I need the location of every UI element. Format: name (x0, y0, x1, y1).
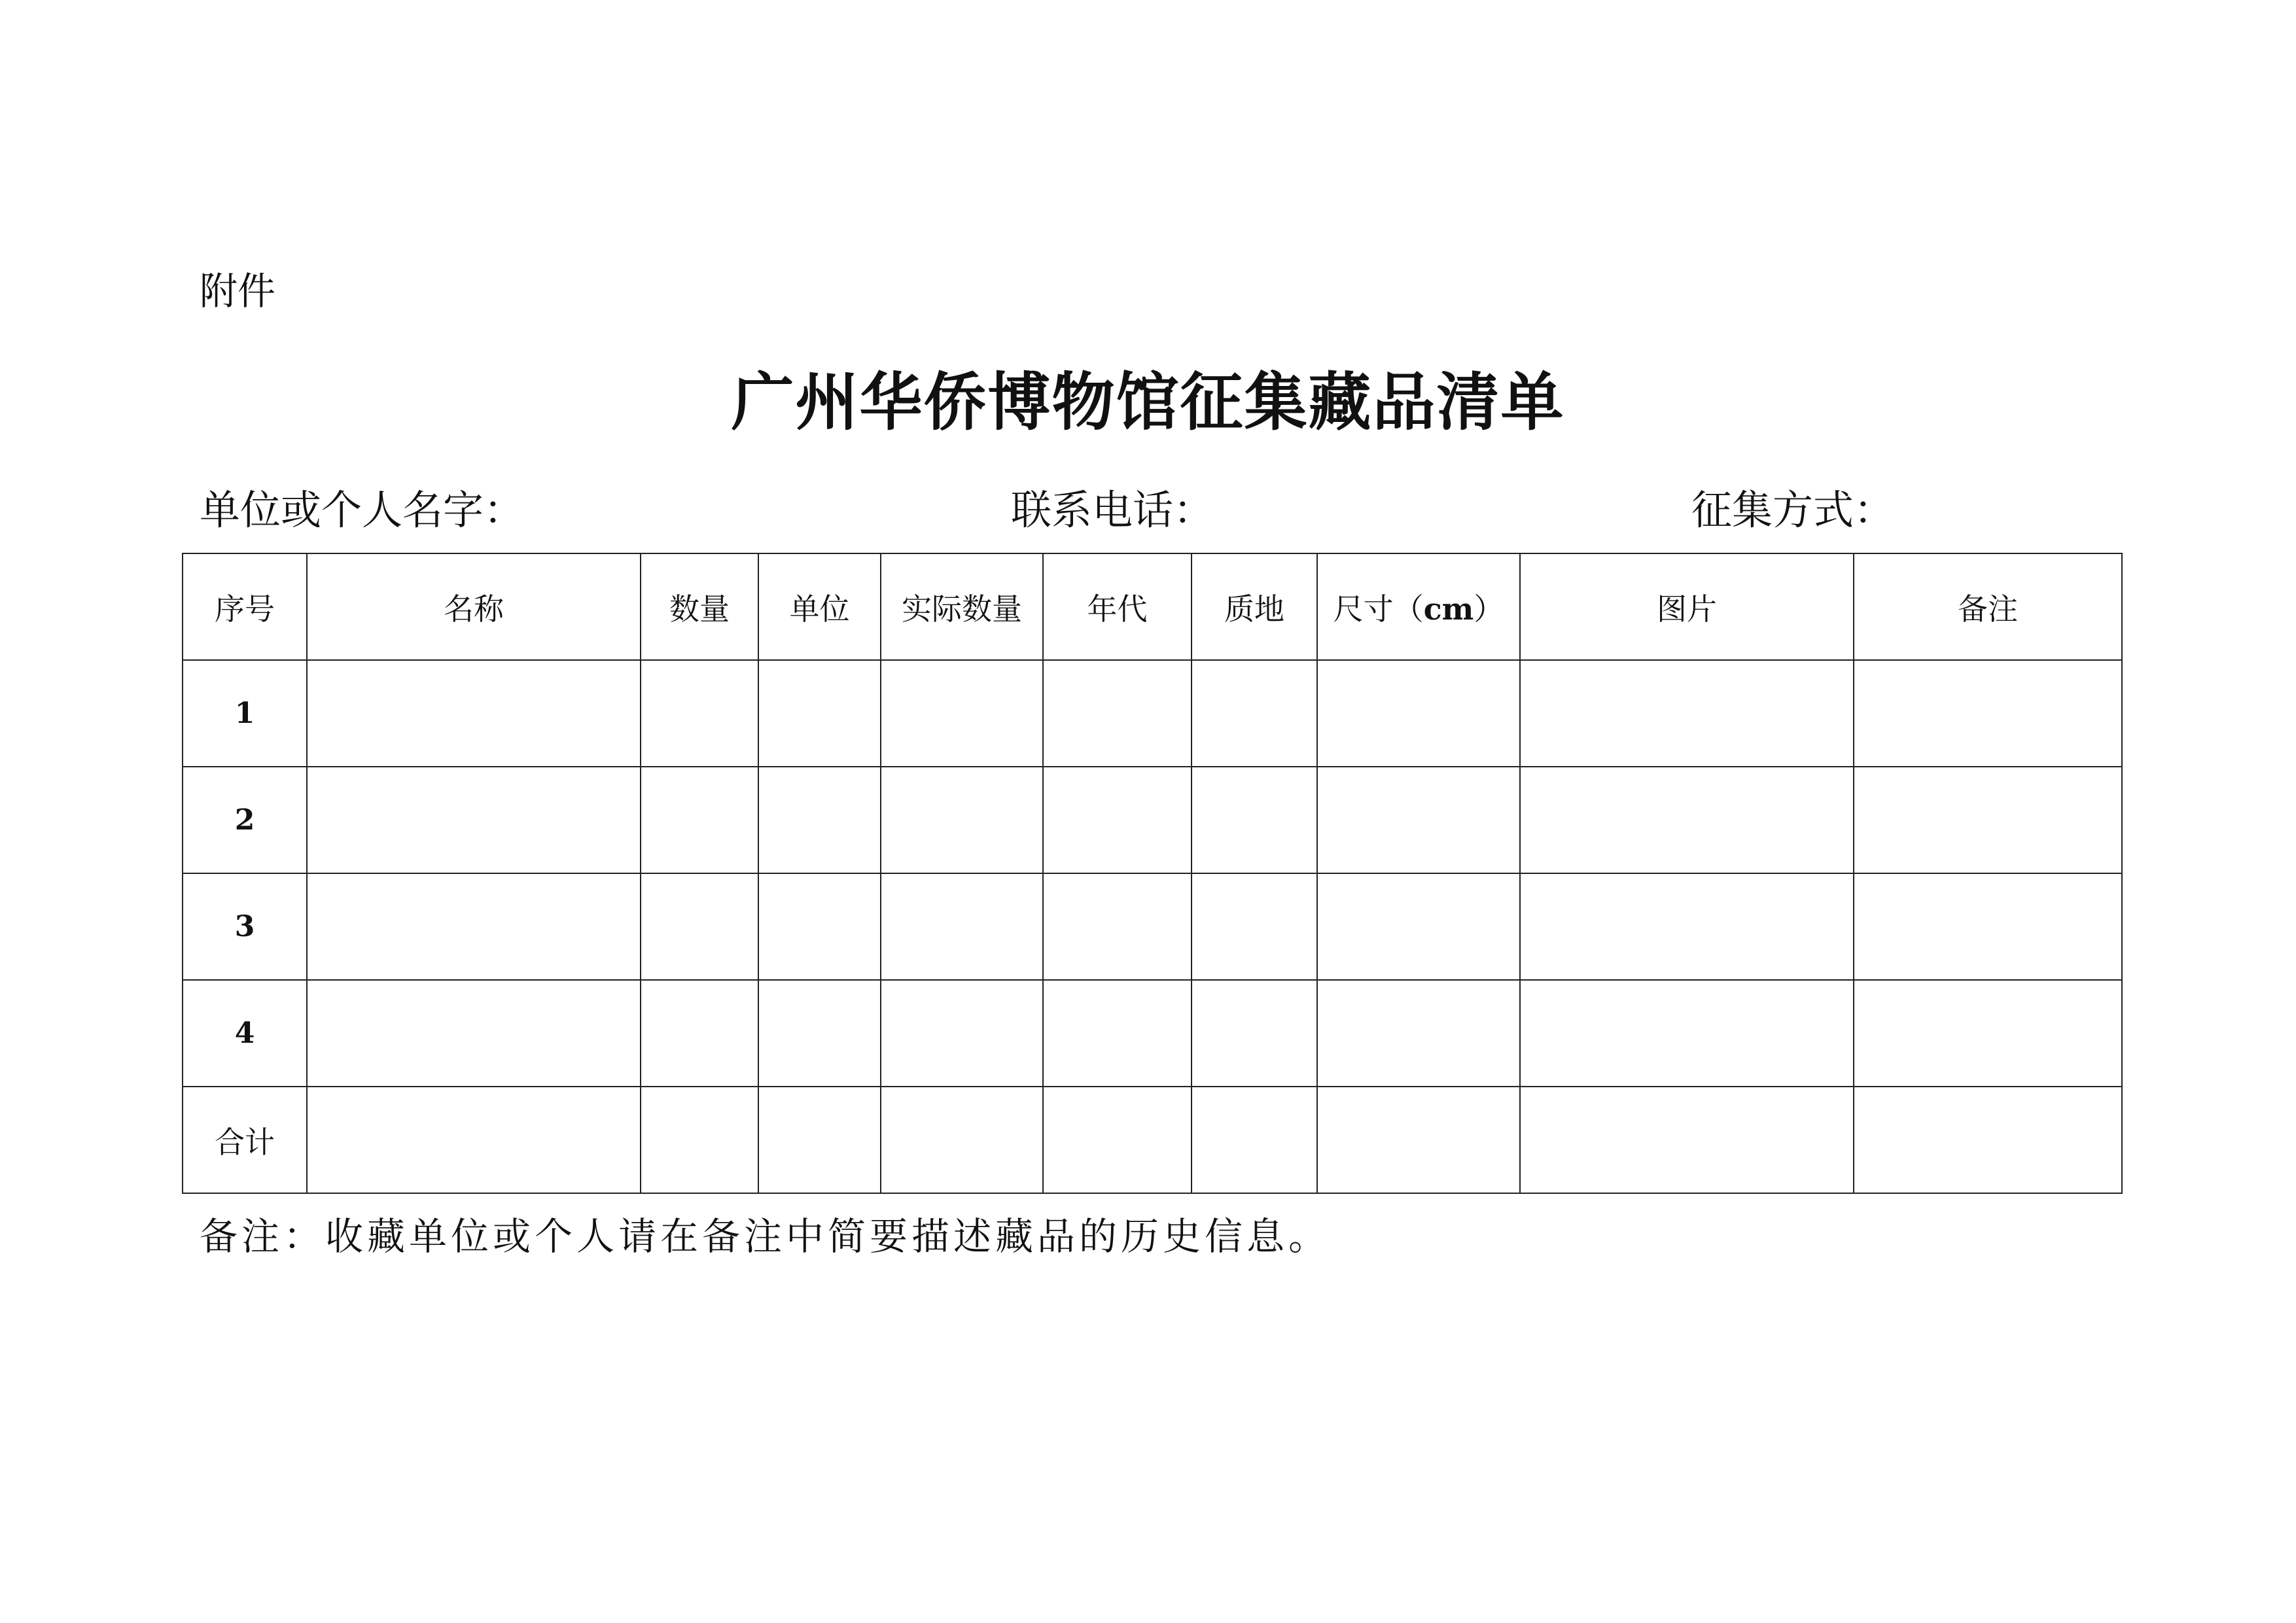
material-cell[interactable] (1192, 980, 1317, 1087)
header-remarks: 备注 (1854, 553, 2122, 660)
table-row (183, 980, 2122, 1087)
unit-cell[interactable] (758, 767, 881, 873)
header-era: 年代 (1043, 553, 1192, 660)
image-cell[interactable] (1520, 1087, 1854, 1193)
name-cell[interactable] (307, 980, 641, 1087)
quantity-cell[interactable] (641, 980, 758, 1087)
total-label: 合计 (183, 1087, 307, 1193)
era-cell[interactable] (1043, 660, 1192, 767)
quantity-cell[interactable] (641, 1087, 758, 1193)
unit-or-person-name-label: 单位或个人名字： (200, 486, 525, 534)
image-cell[interactable] (1520, 873, 1854, 980)
actual-quantity-cell[interactable] (881, 980, 1043, 1087)
quantity-cell[interactable] (641, 660, 758, 767)
name-cell[interactable] (307, 1087, 641, 1193)
image-cell[interactable] (1520, 767, 1854, 873)
material-cell[interactable] (1192, 873, 1317, 980)
unit-cell[interactable] (758, 873, 881, 980)
size-cell[interactable] (1317, 1087, 1520, 1193)
quantity-cell[interactable] (641, 873, 758, 980)
size-cell[interactable] (1317, 873, 1520, 980)
footnote-remark: 备注：收藏单位或个人请在备注中简要描述藏品的历史信息。 (200, 1214, 1331, 1259)
actual-quantity-cell[interactable] (881, 660, 1043, 767)
remarks-cell[interactable] (1854, 660, 2122, 767)
remarks-cell[interactable] (1854, 1087, 2122, 1193)
header-quantity: 数量 (641, 553, 758, 660)
actual-quantity-cell[interactable] (881, 873, 1043, 980)
header-image: 图片 (1520, 553, 1854, 660)
unit-cell[interactable] (758, 660, 881, 767)
era-cell[interactable] (1043, 873, 1192, 980)
quantity-cell[interactable] (641, 767, 758, 873)
header-size-prefix: 尺寸（ (1333, 591, 1424, 627)
actual-quantity-cell[interactable] (881, 767, 1043, 873)
row-number: 2 (183, 767, 307, 873)
collection-items-table (182, 553, 2123, 1194)
table-row (183, 767, 2122, 873)
table-row (183, 660, 2122, 767)
attachment-label: 附件 (200, 269, 276, 313)
table-row (183, 873, 2122, 980)
unit-cell[interactable] (758, 1087, 881, 1193)
header-size-unit: cm (1423, 591, 1474, 627)
header-name: 名称 (307, 553, 641, 660)
total-row (183, 1087, 2122, 1193)
header-size-suffix: ） (1474, 591, 1504, 627)
material-cell[interactable] (1192, 767, 1317, 873)
size-cell[interactable] (1317, 980, 1520, 1087)
collection-method-label: 征集方式： (1691, 486, 1895, 534)
header-unit: 单位 (758, 553, 881, 660)
row-number: 1 (183, 660, 307, 767)
header-material: 质地 (1192, 553, 1317, 660)
row-number: 4 (183, 980, 307, 1087)
image-cell[interactable] (1520, 660, 1854, 767)
unit-cell[interactable] (758, 980, 881, 1087)
remarks-cell[interactable] (1854, 980, 2122, 1087)
era-cell[interactable] (1043, 980, 1192, 1087)
page-title: 广州华侨博物馆征集藏品清单 (731, 365, 1565, 439)
image-cell[interactable] (1520, 980, 1854, 1087)
contact-phone-label: 联系电话： (1011, 486, 1214, 534)
name-cell[interactable] (307, 767, 641, 873)
remarks-cell[interactable] (1854, 767, 2122, 873)
era-cell[interactable] (1043, 767, 1192, 873)
header-actual-quantity: 实际数量 (881, 553, 1043, 660)
name-cell[interactable] (307, 873, 641, 980)
header-size (1317, 553, 1520, 660)
size-cell[interactable] (1317, 767, 1520, 873)
era-cell[interactable] (1043, 1087, 1192, 1193)
actual-quantity-cell[interactable] (881, 1087, 1043, 1193)
remarks-cell[interactable] (1854, 873, 2122, 980)
material-cell[interactable] (1192, 1087, 1317, 1193)
table-header-row (183, 553, 2122, 660)
name-cell[interactable] (307, 660, 641, 767)
header-seq: 序号 (183, 553, 307, 660)
material-cell[interactable] (1192, 660, 1317, 767)
row-number: 3 (183, 873, 307, 980)
size-cell[interactable] (1317, 660, 1520, 767)
